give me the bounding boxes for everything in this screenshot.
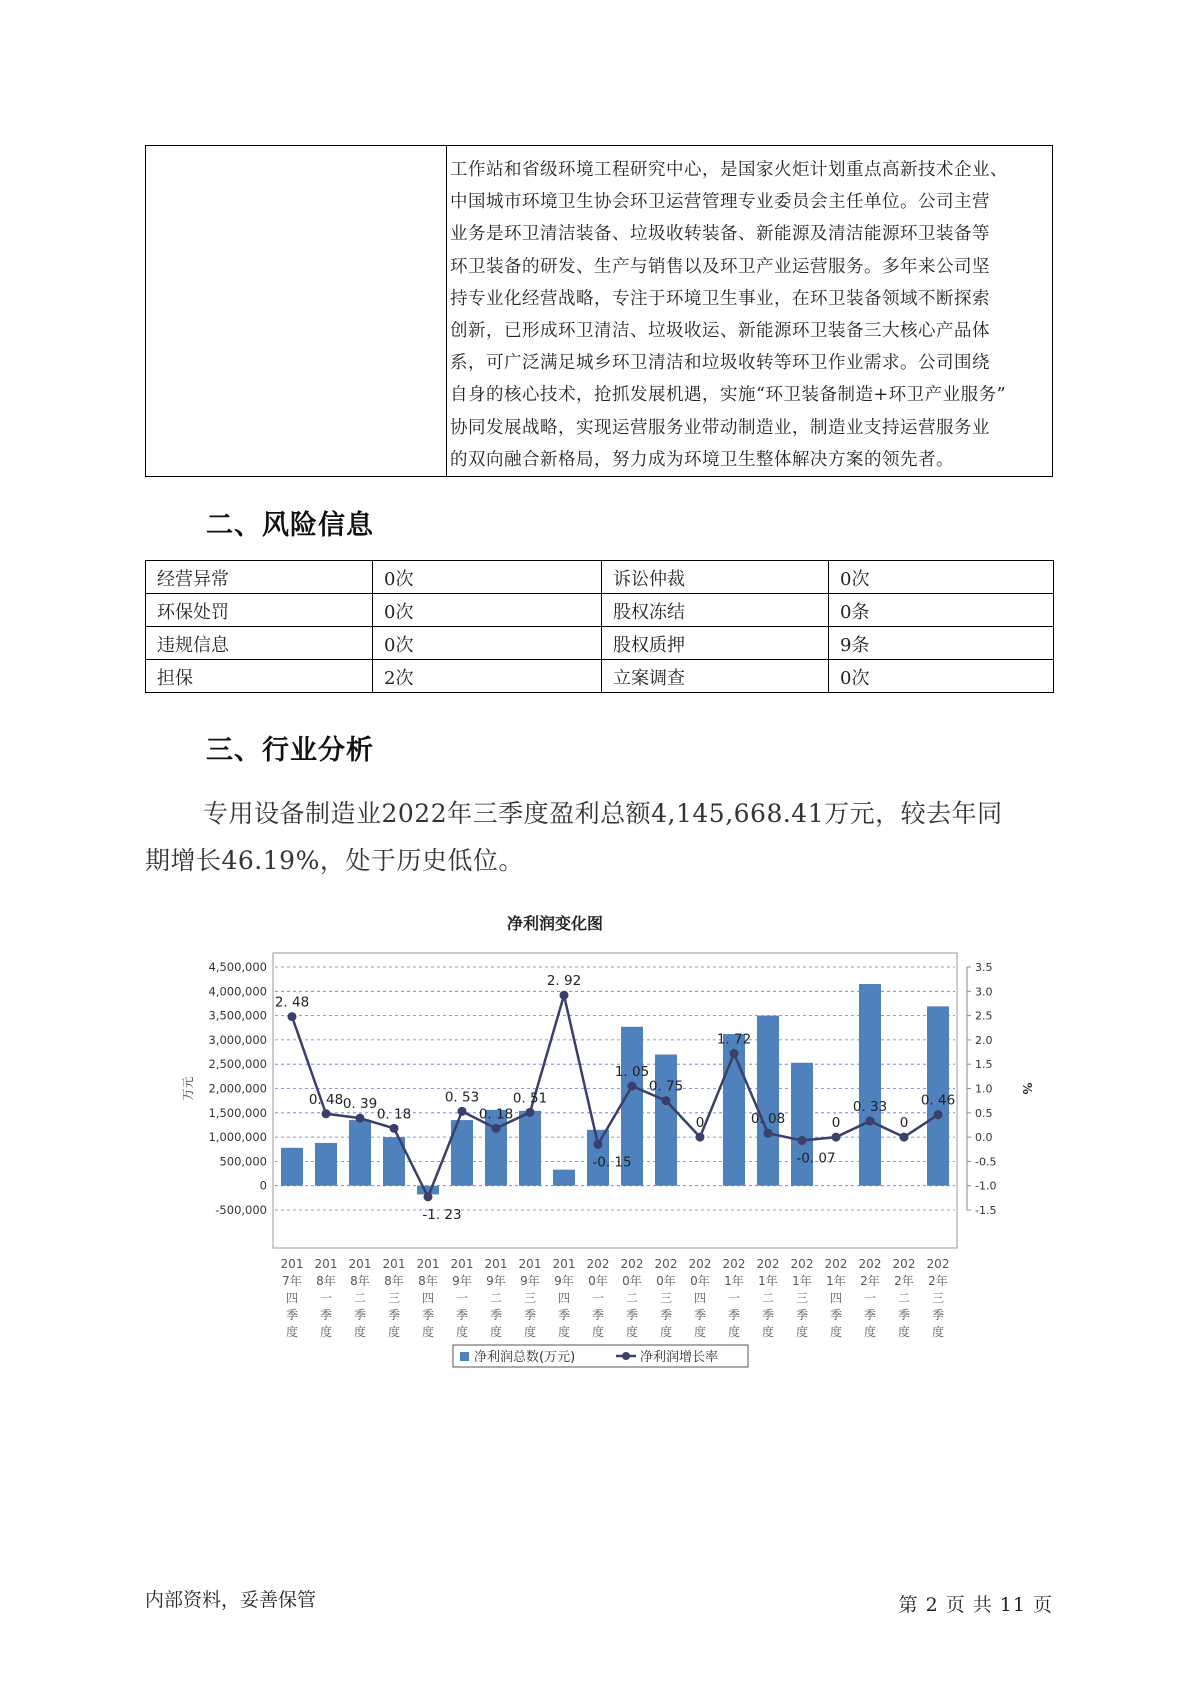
bar	[859, 984, 881, 1186]
legend-swatch-bar	[460, 1352, 469, 1361]
x-tick-label: 度	[319, 1325, 333, 1339]
risk-item-value: 2次	[373, 660, 602, 693]
x-tick-label: 202	[654, 1257, 678, 1271]
data-label: 0. 08	[750, 1111, 786, 1128]
x-tick-label: 1年	[826, 1274, 846, 1288]
x-tick-label: 0年	[588, 1274, 608, 1288]
legend-swatch-point	[622, 1352, 630, 1360]
growth-point	[798, 1136, 807, 1145]
x-tick-label: 季	[897, 1308, 911, 1322]
x-tick-label: 0年	[690, 1274, 710, 1288]
y-tick-label: 3,000,000	[208, 1032, 267, 1047]
risk-row	[146, 594, 1054, 627]
y-tick-label: 2,000,000	[208, 1081, 267, 1096]
y-tick-label: 1,000,000	[208, 1130, 267, 1145]
y2-tick-label: 2.5	[975, 1009, 993, 1023]
x-tick-label: 四	[421, 1291, 435, 1305]
x-tick-label: 度	[659, 1325, 673, 1339]
bar	[281, 1148, 303, 1186]
x-tick-label: 度	[693, 1325, 707, 1339]
y-axis-label: 万元	[181, 1076, 195, 1101]
growth-point	[764, 1129, 773, 1138]
risk-item-label: 经营异常	[146, 561, 373, 594]
x-tick-label: 一	[591, 1291, 605, 1305]
intro-line: 的双向融合新格局，努力成为环境卫生整体解决方案的领先者。	[450, 449, 954, 470]
y2-tick-label: 3.0	[975, 985, 993, 999]
x-tick-label: 度	[353, 1325, 367, 1339]
x-tick-label: 9年	[520, 1274, 540, 1288]
risk-item-value: 0次	[373, 627, 602, 660]
x-tick-label: 201	[552, 1257, 576, 1271]
growth-point	[424, 1192, 433, 1201]
legend-label-line: 净利润增长率	[640, 1350, 719, 1365]
x-tick-label: 1年	[724, 1274, 744, 1288]
x-tick-label: 四	[285, 1291, 299, 1305]
x-tick-label: 一	[319, 1291, 333, 1305]
x-tick-label: 季	[829, 1308, 843, 1322]
x-tick-label: 7年	[282, 1274, 302, 1288]
company-intro-table	[145, 145, 1053, 477]
risk-item-value: 0次	[373, 561, 602, 594]
data-label: -0. 07	[796, 1150, 836, 1167]
y2-axis-label: %	[1020, 1082, 1034, 1095]
x-tick-label: 201	[450, 1257, 474, 1271]
paragraph-line-1: 专用设备制造业2022年三季度盈利总额4,145,668.41万元，较去年同	[203, 799, 1003, 828]
growth-point	[288, 1012, 297, 1021]
y2-tick-label: 0.0	[975, 1131, 993, 1145]
x-tick-label: 季	[625, 1308, 639, 1322]
x-tick-label: 季	[523, 1308, 537, 1322]
x-tick-label: 度	[421, 1325, 435, 1339]
x-tick-label: 2年	[860, 1274, 880, 1288]
x-tick-label: 季	[931, 1308, 945, 1322]
x-tick-label: 8年	[418, 1274, 438, 1288]
data-label: 0. 48	[308, 1091, 344, 1108]
x-tick-label: 201	[280, 1257, 304, 1271]
intro-line: 自身的核心技术，抢抓发展机遇，实施“环卫装备制造+环卫产业服务”	[450, 385, 1007, 406]
x-tick-label: 202	[858, 1257, 882, 1271]
section-heading-industry: 三、行业分析	[206, 735, 374, 766]
x-tick-label: 一	[727, 1291, 741, 1305]
x-tick-label: 四	[829, 1291, 843, 1305]
data-label: -0. 15	[592, 1154, 632, 1171]
y-tick-label: -500,000	[215, 1203, 267, 1217]
x-tick-label: 度	[625, 1325, 639, 1339]
x-tick-label: 9年	[486, 1274, 506, 1288]
x-tick-label: 季	[863, 1308, 877, 1322]
intro-line: 持专业化经营战略，专注于环境卫生事业，在环卫装备领域不断探索	[450, 288, 990, 309]
paragraph-line-2: 期增长46.19%，处于历史低位。	[145, 846, 524, 875]
x-tick-label: 度	[829, 1325, 843, 1339]
x-tick-label: 四	[693, 1291, 707, 1305]
bar	[655, 1054, 677, 1185]
x-tick-label: 8年	[350, 1274, 370, 1288]
x-tick-label: 四	[557, 1291, 571, 1305]
growth-point	[628, 1082, 637, 1091]
growth-point	[662, 1096, 671, 1105]
industry-paragraph	[145, 790, 1055, 884]
growth-point	[594, 1140, 603, 1149]
y2-tick-label: -1.0	[975, 1179, 997, 1193]
data-label: 1. 72	[716, 1031, 752, 1048]
x-tick-label: 2年	[928, 1274, 948, 1288]
y-tick-label: 500,000	[219, 1154, 267, 1169]
x-tick-label: 二	[625, 1291, 639, 1305]
intro-line: 创新，已形成环卫清洁、垃圾收运、新能源环卫装备三大核心产品体	[450, 321, 990, 342]
x-tick-label: 季	[795, 1308, 809, 1322]
x-tick-label: 季	[761, 1308, 775, 1322]
risk-item-value: 9条	[829, 627, 1054, 660]
x-tick-label: 0年	[622, 1274, 642, 1288]
y-tick-label: 0	[259, 1178, 267, 1193]
x-tick-label: 一	[863, 1291, 877, 1305]
x-tick-label: 季	[727, 1308, 741, 1322]
risk-item-value: 0次	[829, 561, 1054, 594]
x-tick-label: 202	[586, 1257, 610, 1271]
data-label: 0	[695, 1115, 705, 1132]
x-tick-label: 度	[761, 1325, 775, 1339]
x-tick-label: 三	[931, 1291, 945, 1305]
x-tick-label: 季	[591, 1308, 605, 1322]
intro-text	[447, 146, 1052, 476]
y-tick-label: 1,500,000	[208, 1105, 267, 1120]
data-label: 0	[831, 1115, 841, 1132]
risk-row	[146, 627, 1054, 660]
x-tick-label: 度	[489, 1325, 503, 1339]
y-tick-label: 4,500,000	[208, 960, 267, 974]
growth-point	[458, 1107, 467, 1116]
x-tick-label: 1年	[792, 1274, 812, 1288]
footer-page-number: 第 2 页 共 11 页	[898, 1594, 1053, 1616]
x-tick-label: 季	[319, 1308, 333, 1322]
risk-item-label: 诉讼仲裁	[602, 561, 829, 594]
y2-tick-label: -0.5	[975, 1155, 997, 1169]
x-tick-label: 度	[387, 1325, 401, 1339]
y2-tick-label: 1.0	[975, 1082, 993, 1096]
intro-line: 环卫装备的研发、生产与销售以及环卫产业运营服务。多年来公司坚	[450, 256, 990, 277]
x-tick-label: 二	[897, 1291, 911, 1305]
growth-point	[934, 1110, 943, 1119]
x-tick-label: 季	[557, 1308, 571, 1322]
growth-point	[866, 1117, 875, 1126]
bar	[791, 1063, 813, 1186]
data-label: 0	[899, 1115, 909, 1132]
x-tick-label: 度	[897, 1325, 911, 1339]
growth-point	[356, 1114, 365, 1123]
y2-tick-label: 1.5	[975, 1058, 993, 1072]
data-label: 0. 46	[920, 1092, 956, 1109]
bar	[315, 1143, 337, 1186]
x-tick-label: 季	[489, 1308, 503, 1322]
data-label: 0. 18	[478, 1106, 514, 1123]
x-tick-label: 201	[484, 1257, 508, 1271]
x-tick-label: 202	[892, 1257, 916, 1271]
x-tick-label: 0年	[656, 1274, 676, 1288]
growth-point	[560, 991, 569, 1000]
risk-row	[146, 561, 1054, 594]
x-tick-label: 二	[761, 1291, 775, 1305]
y2-tick-label: 0.5	[975, 1106, 993, 1120]
bar	[757, 1016, 779, 1186]
risk-item-value: 0次	[829, 660, 1054, 693]
data-label: 0. 39	[342, 1096, 378, 1113]
data-label: 0. 33	[852, 1099, 888, 1116]
x-tick-label: 度	[727, 1325, 741, 1339]
intro-line: 中国城市环境卫生协会环卫运营管理专业委员会主任单位。公司主营	[450, 192, 990, 213]
x-tick-label: 季	[693, 1308, 707, 1322]
growth-point	[526, 1108, 535, 1117]
legend-label-bar: 净利润总数(万元)	[474, 1350, 576, 1365]
x-tick-label: 三	[523, 1291, 537, 1305]
footer-confidential: 内部资料，妥善保管	[145, 1589, 317, 1611]
x-tick-label: 202	[790, 1257, 814, 1271]
x-tick-label: 季	[455, 1308, 469, 1322]
x-tick-label: 季	[285, 1308, 299, 1322]
x-tick-label: 9年	[452, 1274, 472, 1288]
x-tick-label: 202	[620, 1257, 644, 1271]
intro-line: 系，可广泛满足城乡环卫清洁和垃圾收转等环卫作业需求。公司围绕	[450, 353, 990, 374]
net-profit-chart	[180, 905, 1034, 1365]
bar	[519, 1111, 541, 1186]
risk-info-table	[145, 560, 1054, 693]
bar	[553, 1170, 575, 1186]
data-label: -1. 23	[422, 1206, 462, 1223]
x-tick-label: 度	[285, 1325, 299, 1339]
x-tick-label: 季	[421, 1308, 435, 1322]
x-tick-label: 8年	[384, 1274, 404, 1288]
x-tick-label: 度	[795, 1325, 809, 1339]
x-tick-label: 度	[931, 1325, 945, 1339]
risk-item-value: 0次	[373, 594, 602, 627]
risk-item-value: 0条	[829, 594, 1054, 627]
intro-text-cell	[447, 146, 1053, 477]
y2-tick-label: 2.0	[975, 1033, 993, 1047]
x-tick-label: 202	[926, 1257, 950, 1271]
growth-point	[832, 1133, 841, 1142]
x-tick-label: 度	[523, 1325, 537, 1339]
y2-tick-label: -1.5	[975, 1204, 997, 1217]
data-label: 0. 51	[512, 1090, 548, 1107]
data-label: 1. 05	[614, 1064, 650, 1081]
x-tick-label: 度	[863, 1325, 877, 1339]
x-tick-label: 202	[756, 1257, 780, 1271]
risk-item-label: 立案调查	[602, 660, 829, 693]
growth-point	[322, 1109, 331, 1118]
data-label: 2. 48	[274, 994, 310, 1011]
x-tick-label: 1年	[758, 1274, 778, 1288]
growth-point	[492, 1124, 501, 1133]
x-tick-label: 202	[688, 1257, 712, 1271]
x-tick-label: 2年	[894, 1274, 914, 1288]
x-tick-label: 8年	[316, 1274, 336, 1288]
data-label: 0. 75	[648, 1078, 684, 1095]
x-tick-label: 一	[455, 1291, 469, 1305]
intro-line: 工作站和省级环境工程研究中心，是国家火炬计划重点高新技术企业、	[450, 160, 1008, 180]
intro-line: 协同发展战略，实现运营服务业带动制造业，制造业支持运营服务业	[450, 417, 990, 438]
bar	[349, 1120, 371, 1186]
risk-item-label: 违规信息	[146, 627, 373, 660]
data-label: 0. 53	[444, 1089, 480, 1106]
y-tick-label: 3,500,000	[208, 1008, 267, 1023]
data-label: 0. 18	[376, 1106, 412, 1123]
intro-label-cell	[146, 146, 447, 477]
risk-row	[146, 660, 1054, 693]
risk-item-label: 环保处罚	[146, 594, 373, 627]
chart-title: 净利润变化图	[506, 914, 604, 933]
x-tick-label: 201	[314, 1257, 338, 1271]
x-tick-label: 202	[722, 1257, 746, 1271]
x-tick-label: 度	[591, 1325, 605, 1339]
x-tick-label: 二	[489, 1291, 503, 1305]
intro-line: 业务是环卫清洁装备、垃圾收转装备、新能源及清洁能源环卫装备等	[450, 224, 990, 245]
x-tick-label: 三	[659, 1291, 673, 1305]
risk-item-label: 担保	[146, 660, 373, 693]
growth-point	[696, 1133, 705, 1142]
growth-point	[900, 1133, 909, 1142]
risk-item-label: 股权质押	[602, 627, 829, 660]
y-tick-label: 2,500,000	[208, 1057, 267, 1072]
data-label: 2. 92	[546, 973, 582, 990]
x-tick-label: 三	[387, 1291, 401, 1305]
x-tick-label: 二	[353, 1291, 367, 1305]
growth-point	[730, 1049, 739, 1058]
risk-item-label: 股权冻结	[602, 594, 829, 627]
x-tick-label: 202	[824, 1257, 848, 1271]
x-tick-label: 季	[659, 1308, 673, 1322]
x-tick-label: 季	[387, 1308, 401, 1322]
growth-point	[390, 1124, 399, 1133]
x-tick-label: 三	[795, 1291, 809, 1305]
y2-tick-label: 3.5	[975, 961, 993, 974]
x-tick-label: 201	[382, 1257, 406, 1271]
y-tick-label: 4,000,000	[208, 984, 267, 999]
x-tick-label: 度	[455, 1325, 469, 1339]
x-tick-label: 201	[348, 1257, 372, 1271]
x-tick-label: 9年	[554, 1274, 574, 1288]
section-heading-risk: 二、风险信息	[206, 510, 374, 541]
x-tick-label: 度	[557, 1325, 571, 1339]
x-tick-label: 季	[353, 1308, 367, 1322]
x-tick-label: 201	[416, 1257, 440, 1271]
x-tick-label: 201	[518, 1257, 542, 1271]
